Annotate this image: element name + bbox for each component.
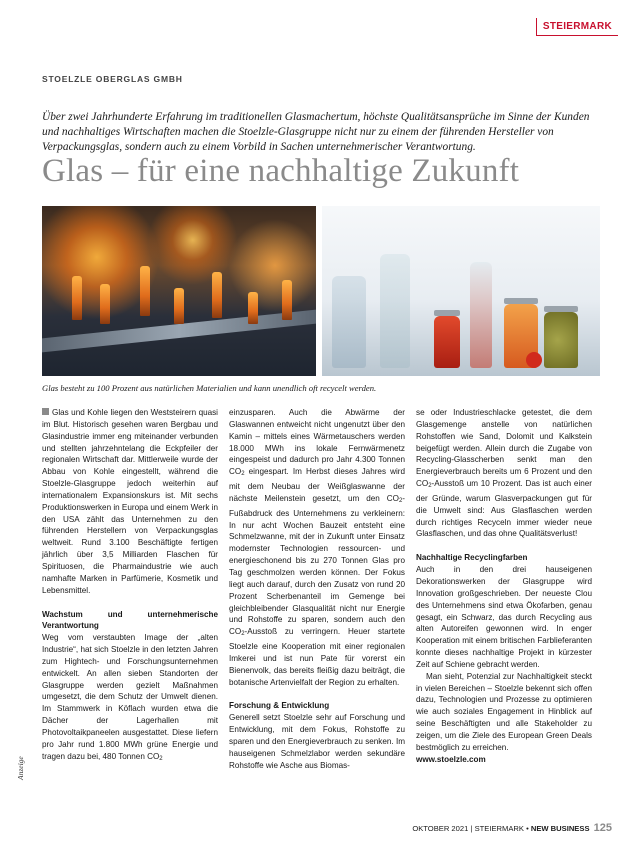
subscript: 2 [428,483,432,490]
paragraph: Generell setzt Stoelzle sehr auf Forschung und Entwicklung, mit dem Fokus, Rohstoffe zu sparen und den Energieverbrauch zu senken. Im hauseigenen Schmelzlabor werden sekundäre Rohstoffe wie Asche aus Biomas- [229,713,405,770]
bottle [212,272,222,318]
paragraph-text: -Ausstoß um 10 Prozent. Das ist auch einer der Gründe, warum Glasverpackungen gut für die Umwelt sind: Aus Glasflaschen werden durch richtiges Recyceln immer wieder neue Glasflaschen, und das ohne Qualitätsverlust! [416,479,592,539]
tomato [526,352,542,368]
bottle [100,284,110,324]
text-column-2 [229,407,405,771]
footer-region: STEIERMARK [474,824,524,833]
paragraph-text: Weg vom verstaubten Image der „alten Industrie“, hat sich Stoelzle in den letzten Jahren zum Hightech- und Forschungsunternehmen entwickelt. An allen sieben Standorten der Glasgruppe werden gezielt Maßnahmen umgesetzt, die dem Schutz der Umwelt dienen. Im Stammwerk in Köflach wurden etwa die Dächer der Lagerhallen mit Photovoltaikpaneelen ausgestattet. Diese liefern pro Jahr rund 1.800 MWh grüne Energie und tragen dazu bei, 480 Tonnen CO [42,633,218,761]
subscript: 2 [159,755,163,762]
bottle [248,292,258,324]
photo-glass-jars [322,206,600,376]
subscript: 2 [241,471,245,478]
text-column-1 [42,407,218,765]
bottle [380,254,410,368]
bottle [140,266,150,316]
jar-lid [504,298,538,304]
advertisement-label: Anzeige [16,756,25,780]
jar-chili [470,262,492,368]
subheading: Forschung & Entwicklung [229,701,330,711]
paragraph-text: -Fußabdruck des Unternehmens zu verkleinern: In nur acht Wochen Bauzeit entsteht eine Schmelzwanne, mit der in Zukunft unter Einsatz modernster Technologien ressourcen- und energieschonend bis zu 270 Tonnen Glas pro Tag geschmolzen werden können. Der Fokus liegt auch darauf, durch den Zusatz von rund 20 Prozent Scherbenanteil im Gemenge bei gleichbleibender Glasqualität nicht nur Energie und Rohstoffe zu sparen, sondern auch den CO [229,493,405,637]
region-tag: STEIERMARK [536,18,618,36]
text-column-3 [416,407,592,765]
paragraph-text: -Ausstoß zu verringern. Heuer startete Stoelzle eine Kooperation mit einer regionalen Imkerei und ist nun Pate für vorerst ein Bienenvolk, das bereits fleißig dazu beiträgt, die botanische Artenvielfalt der Region zu erhalten. [229,627,405,687]
paragraph: Man sieht, Potenzial zur Nachhaltigkeit steckt in vielen Bereichen – Stoelzle bekennt sich offen dazu, Technologien und Prozesse zu optimieren wie auch soziales Engagement in Hinblick auf seine Beschäftigten und alle Stakeholder zu zeigen, um die Ziele des European Green Deals bestmöglich zu erreichen. [416,671,592,752]
paragraph [229,407,405,688]
footer-magazine: NEW BUSINESS [530,824,590,833]
bottle [282,280,292,320]
paragraph [42,632,218,765]
paragraph [416,407,592,540]
subheading: Wachstum und unternehmerische Verantwortung [42,609,218,631]
page-footer [412,822,612,834]
footer-separator: | [470,824,473,833]
jar-olives [544,312,578,368]
paragraph-text: Glas und Kohle liegen den Weststeirern quasi im Blut. Historisch gesehen waren Bergbau und Glasindustrie immer eng miteinander verbunden und stellten jahrzehntelang die Eckpfeiler der regionalen Wirtschaft dar. Mittlerweile wurde der Abbau von Kohle eingestellt, während die Stoelzle-Glasgruppe jedoch weiterhin auf internationalem Expansionskurs ist. Mit sechs Produktionswerken in Europa und einem Werk in den USA zählt das Unternehmen zu den führenden Herstellern von Verpackungsglas weltweit. Rund 3.100 Beschäftigte fertigen jährlich über 3,5 Milliarden Flaschen für Spirituosen, die Pharmaindustrie wie auch namhafte Marken in Parfümerie, Kosmetik und Lebensmittel. [42,408,218,595]
website-link[interactable]: www.stoelzle.com [416,754,486,764]
paragraph [42,407,218,597]
subscript: 2 [241,631,245,638]
paragraph-text: se oder Industrieschlacke getestet, die dem Glasgemenge anstelle von natürlichen Rohstoffen wie Sand, Dolomit und Kalkstein beigefügt werden. Allein durch die Zugabe von Recycling-Glasscherben senkt man den Energieverbrauch bereits um 6 Prozent und den CO [416,408,592,489]
paragraph-text: einzusparen. Auch die Abwärme der Glaswannen entweicht nicht ungenutzt über den Kamin – mittels eines Wärmetauschers werden 18.000 MWh ins lokale Fernwärmenetz eingespeist und dadurch pro Jahr 4.300 Tonnen CO [229,408,405,477]
page-number: 125 [593,822,612,834]
subheading: Nachhaltige Recyclingfarben [416,553,528,563]
subscript: 2 [398,497,403,504]
bottle [174,288,184,324]
paragraph-text: eingespart. Im Herbst dieses Jahres wird mit dem Neubau der Weißglaswanne der nächste Meilenstein gesetzt, um den CO [229,467,405,503]
headline: Glas – für eine nachhaltige Zukunft [42,153,520,189]
footer-date: OKTOBER 2021 [412,824,469,833]
square-bullet-icon [42,408,49,415]
paragraph: Auch in den drei hauseigenen Dekorationswerken der Glasgruppe wird Innovation großgeschrieben. Der neueste Clou des Unternehmens sind etwa Ökofarben, genau gesagt, ein Schwarz, das durch Recycling aus alten Autoreifen gewonnen wird. In enger Kooperation mit einem britischen Farblieferanten konnte dieses nachhaltige Projekt in kürzester Zeit auf Schiene gebracht werden. [416,565,592,669]
jar-lid [544,306,578,312]
company-name: STOELZLE OBERGLAS GMBH [42,74,183,84]
bottle [72,276,82,320]
bottle [332,276,366,368]
intro-text: Über zwei Jahrhunderte Erfahrung im traditionellen Glasmachertum, höchste Qualitätsansprüche im Sinne der Kunden und nachhaltiges Wirtschaften machen die Stoelzle-Glasgruppe nicht nur zu einem der führenden Hersteller von Verpackungsglas, sondern auch zu einem Vorbild in Sachen unternehmerischer Verantwortung. [42,111,590,153]
photo-glass-production [42,206,316,376]
jar-lid [434,310,460,316]
photo-caption: Glas besteht zu 100 Prozent aus natürlichen Materialien und kann unendlich oft recycelt werden. [42,383,377,393]
footer-bullet: • [526,824,529,833]
sauce-bottle [434,316,460,368]
